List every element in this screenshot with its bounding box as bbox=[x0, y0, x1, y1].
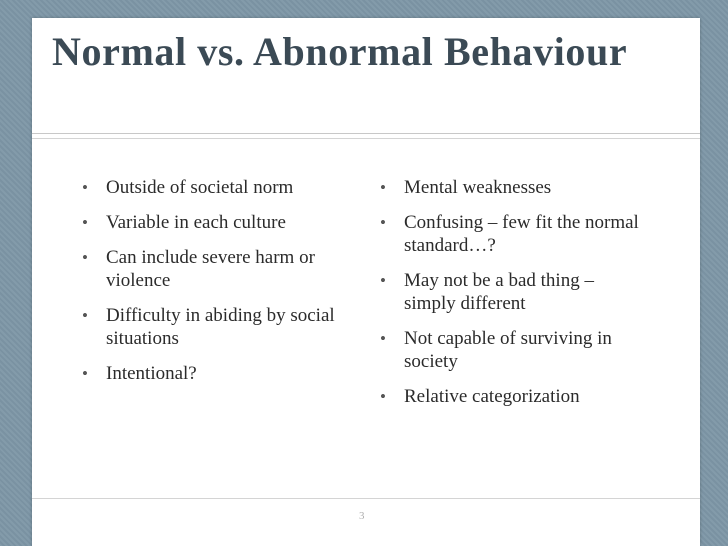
list-item-text: Confusing – few fit the normal standard…? bbox=[404, 212, 639, 256]
list-item bbox=[80, 211, 350, 234]
bullet-icon: • bbox=[82, 364, 88, 383]
bullet-icon: • bbox=[380, 387, 386, 406]
slide-title: Normal vs. Abnormal Behaviour bbox=[52, 29, 628, 74]
slide bbox=[32, 18, 700, 546]
list-item-text: Mental weaknesses bbox=[404, 177, 552, 198]
bullet-icon: • bbox=[380, 178, 386, 197]
title-placeholder bbox=[32, 18, 700, 134]
list-item bbox=[80, 176, 350, 199]
footer-divider bbox=[32, 498, 700, 499]
list-item-text: Outside of societal norm bbox=[106, 177, 294, 198]
list-item bbox=[378, 211, 648, 257]
left-bullet-list bbox=[80, 176, 350, 397]
list-item bbox=[378, 327, 648, 373]
top-divider bbox=[32, 138, 700, 139]
bullet-icon: • bbox=[82, 306, 88, 325]
list-item bbox=[378, 385, 648, 408]
list-item bbox=[80, 304, 350, 350]
list-item-text: May not be a bad thing – simply different bbox=[404, 270, 594, 314]
list-item bbox=[80, 362, 350, 385]
list-item-text: Can include severe harm or violence bbox=[106, 247, 315, 291]
bullet-icon: • bbox=[82, 213, 88, 232]
page-number: 3 bbox=[359, 510, 365, 522]
right-bullet-list bbox=[378, 176, 648, 420]
bullet-icon: • bbox=[380, 329, 386, 348]
list-item-text: Relative categorization bbox=[404, 386, 580, 407]
bullet-icon: • bbox=[380, 271, 386, 290]
list-item-text: Difficulty in abiding by social situations bbox=[106, 305, 335, 349]
list-item bbox=[378, 269, 648, 315]
list-item bbox=[80, 246, 350, 292]
list-item-text: Intentional? bbox=[106, 363, 197, 384]
list-item-text: Variable in each culture bbox=[106, 212, 286, 233]
list-item bbox=[378, 176, 648, 199]
bullet-icon: • bbox=[82, 248, 88, 267]
bullet-icon: • bbox=[82, 178, 88, 197]
list-item-text: Not capable of surviving in society bbox=[404, 328, 612, 372]
bullet-icon: • bbox=[380, 213, 386, 232]
